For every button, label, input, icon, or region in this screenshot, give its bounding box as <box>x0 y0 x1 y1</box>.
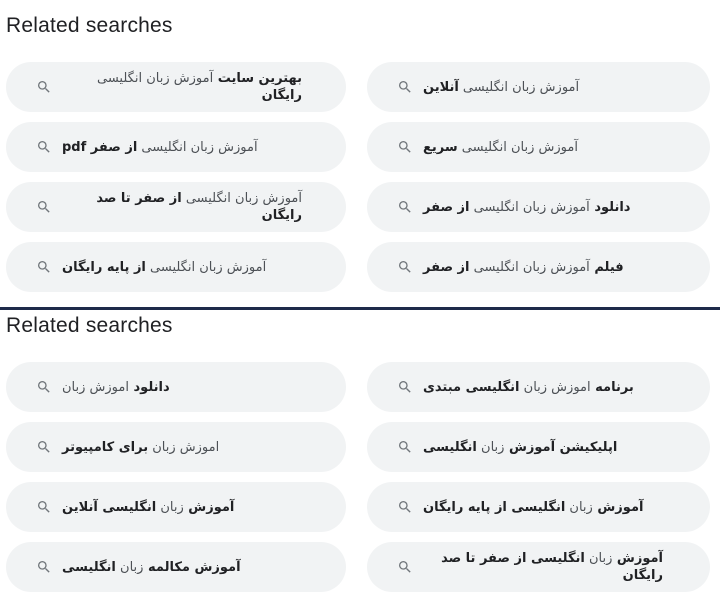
bold-term: انگلیسی از پایه رایگان <box>423 499 566 515</box>
related-searches-panel-1 <box>0 0 720 307</box>
related-search-label <box>423 550 663 584</box>
query-term: آموزش زبان انگلیسی <box>181 191 302 206</box>
related-search-label <box>423 439 617 456</box>
query-term: آموزش زبان انگلیسی <box>145 259 267 275</box>
query-term: آموزش زبان انگلیسی <box>469 259 590 275</box>
bold-term: بهترین سایت <box>213 71 302 86</box>
related-search-chip[interactable] <box>367 542 710 592</box>
related-search-label <box>423 259 624 276</box>
related-search-chip[interactable] <box>367 422 710 472</box>
search-icon <box>397 139 413 155</box>
related-search-label <box>423 379 634 396</box>
search-icon <box>397 559 413 575</box>
bold-term: آنلاین <box>423 79 459 95</box>
bold-term: انگلیسی مبتدی <box>423 379 520 395</box>
related-search-chip[interactable] <box>6 122 346 172</box>
search-icon <box>36 559 52 575</box>
search-icon <box>397 259 413 275</box>
related-search-chip[interactable] <box>367 62 710 112</box>
search-icon <box>397 499 413 515</box>
related-search-label <box>62 70 302 104</box>
related-search-label <box>423 79 579 96</box>
section-heading: Related searches <box>6 14 173 37</box>
related-search-chip[interactable] <box>6 242 346 292</box>
search-icon <box>36 439 52 455</box>
query-term: زبان <box>584 551 613 566</box>
query-term: زبان <box>476 439 505 455</box>
query-term: آموزش زبان انگلیسی <box>137 139 258 155</box>
related-search-label <box>62 499 234 516</box>
search-icon <box>36 259 52 275</box>
bold-term: از صفر تا صد رایگان <box>96 191 302 223</box>
related-search-chip[interactable] <box>6 482 346 532</box>
bold-term: انگلیسی آنلاین <box>62 499 157 515</box>
query-term: آموزش زبان انگلیسی <box>458 79 580 95</box>
related-search-label <box>423 139 578 156</box>
related-search-label <box>62 379 170 396</box>
search-icon <box>36 499 52 515</box>
related-search-label <box>62 139 258 156</box>
related-searches-panel-2 <box>0 312 720 615</box>
search-icon <box>36 379 52 395</box>
related-search-chip[interactable] <box>367 362 710 412</box>
bold-term: فیلم <box>589 259 624 275</box>
query-term: آموزش زبان انگلیسی <box>457 139 578 155</box>
divider <box>0 307 720 310</box>
related-search-chip[interactable] <box>6 62 346 112</box>
related-search-label <box>62 259 266 276</box>
related-search-chip[interactable] <box>6 182 346 232</box>
query-term: اموزش زبان <box>148 439 220 455</box>
query-term: زبان <box>565 499 593 515</box>
bold-term: رایگان <box>261 88 302 103</box>
bold-term: دانلود <box>128 379 170 395</box>
bold-term: آموزش <box>612 551 663 566</box>
query-term: زبان <box>156 499 184 515</box>
related-search-label <box>62 190 302 224</box>
related-search-chip[interactable] <box>367 122 710 172</box>
search-icon <box>36 199 52 215</box>
search-icon <box>397 379 413 395</box>
related-search-chip[interactable] <box>367 482 710 532</box>
bold-term: آموزش <box>183 499 235 515</box>
bold-term: از صفر pdf <box>62 139 138 155</box>
bold-term: دانلود <box>589 199 631 215</box>
search-icon <box>397 79 413 95</box>
search-icon <box>397 199 413 215</box>
bold-term: انگلیسی از صفر تا صد رایگان <box>441 551 663 583</box>
related-search-chip[interactable] <box>367 242 710 292</box>
related-search-chip[interactable] <box>6 542 346 592</box>
related-search-label <box>423 199 630 216</box>
bold-term: انگلیسی <box>423 439 477 455</box>
bold-term: آموزش <box>592 499 644 515</box>
bold-term: آموزش مکالمه <box>143 559 241 575</box>
bold-term: از پایه رایگان <box>62 259 146 275</box>
bold-term: برنامه <box>590 379 634 395</box>
search-icon <box>36 79 52 95</box>
search-icon <box>397 439 413 455</box>
query-term: آموزش زبان انگلیسی <box>97 71 214 86</box>
section-heading: Related searches <box>6 314 173 337</box>
bold-term: انگلیسی <box>62 559 116 575</box>
bold-term: سریع <box>423 139 458 155</box>
related-search-label <box>423 499 643 516</box>
bold-term: برای کامپیوتر <box>62 439 149 455</box>
related-search-label <box>62 559 241 576</box>
bold-term: از صفر <box>423 259 470 275</box>
query-term: آموزش زبان انگلیسی <box>469 199 590 215</box>
query-term: اموزش زبان <box>62 379 129 395</box>
search-icon <box>36 139 52 155</box>
query-term: زبان <box>115 559 144 575</box>
query-term: اموزش زبان <box>519 379 591 395</box>
related-search-label <box>62 439 219 456</box>
bold-term: اپلیکیشن آموزش <box>504 439 618 455</box>
related-search-chip[interactable] <box>6 362 346 412</box>
related-search-chip[interactable] <box>367 182 710 232</box>
related-search-chip[interactable] <box>6 422 346 472</box>
bold-term: از صفر <box>423 199 470 215</box>
